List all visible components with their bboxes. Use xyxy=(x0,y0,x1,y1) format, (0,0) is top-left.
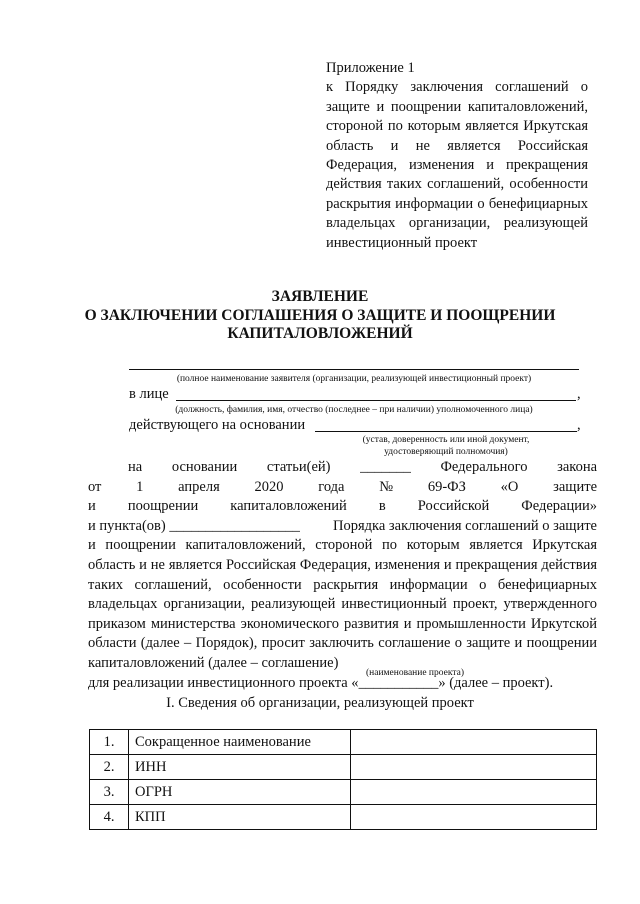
annex-text: к Порядку заключения соглашений о защите и поощрении капиталовложений, стороной по которым является Иркутская область и не является Российская Федерация, изменения и прекращения действия таких соглашений, особенности раскрытия информации о бенефициарных владельцах организации, реализующей инвестиционный проект xyxy=(326,79,588,251)
body-last-line: для реализации инвестиционного проекта «___________» (далее – проект). xyxy=(88,674,554,691)
comma: , xyxy=(577,386,581,402)
applicant-name-field[interactable] xyxy=(129,369,579,370)
acting-basis-hint-2: удостоверяющий полномочия) xyxy=(384,447,508,457)
document-subtitle-line2: КАПИТАЛОВЛОЖЕНИЙ xyxy=(227,325,413,342)
row-label: ОГРН xyxy=(129,780,351,805)
comma: , xyxy=(577,417,581,433)
annex-title: Приложение 1 xyxy=(326,60,415,76)
body-rest: и поощрении капиталовложений, стороной по которым является Иркутская область и не является Российская Федерация, изменения и прекращения действия таких соглашений, особенности раскрытия информации о бенефициарных владельцах организации, реализующей инвестиционный проект, утвержденного приказом министерства экономического развития и промышленности Иркутской области (далее – Порядок), просит заключить соглашение о защите и поощрении капиталовложений (далее – соглашение) xyxy=(88,537,597,671)
annex-block xyxy=(326,59,588,253)
body-line-2: от 1 апреля 2020 года № 69-ФЗ «О защите xyxy=(88,478,598,495)
body-line-3: и поощрении капиталовложений в Российской Федерации» xyxy=(88,498,598,515)
row-value-field[interactable] xyxy=(351,755,597,780)
body-line-1: на основании статьи(ей) _______ Федерального закона xyxy=(88,458,597,478)
row-number: 3. xyxy=(90,780,129,805)
project-name-field[interactable]: ___________ xyxy=(358,674,439,691)
row-value-field[interactable] xyxy=(351,780,597,805)
document-subtitle-line1: О ЗАКЛЮЧЕНИИ СОГЛАШЕНИЯ О ЗАЩИТЕ И ПООЩРЕНИИ xyxy=(84,307,556,324)
row-label: КПП xyxy=(129,805,351,830)
document-title: ЗАЯВЛЕНИЕ xyxy=(271,288,369,305)
applicant-name-hint: (полное наименование заявителя (организации, реализующей инвестиционный проект) xyxy=(176,374,532,384)
table-row xyxy=(90,780,597,805)
row-number: 4. xyxy=(90,805,129,830)
body-line-4: и пункта(ов) __________________ Порядка заключения соглашений о защите xyxy=(88,517,597,537)
acting-basis-hint-1: (устав, доверенность или иной документ, xyxy=(362,435,530,445)
organization-info-table xyxy=(89,729,597,830)
article-number-field[interactable]: _______ xyxy=(360,459,411,475)
represented-by-field[interactable] xyxy=(176,400,576,401)
row-value-field[interactable] xyxy=(351,805,597,830)
row-value-field[interactable] xyxy=(351,730,597,755)
row-number: 1. xyxy=(90,730,129,755)
application-body xyxy=(88,458,597,693)
acting-basis-field[interactable] xyxy=(315,431,577,432)
represented-by-hint: (должность, фамилия, имя, отчество (последнее – при наличии) уполномоченного лица) xyxy=(175,405,533,415)
row-label: ИНН xyxy=(129,755,351,780)
project-name-hint: (наименование проекта) xyxy=(365,668,464,678)
row-number: 2. xyxy=(90,755,129,780)
table-row xyxy=(90,755,597,780)
table-row xyxy=(90,730,597,755)
paragraph-number-field[interactable]: и пункта(ов) __________________ xyxy=(88,517,300,534)
acting-basis-label: действующего на основании xyxy=(129,417,306,433)
section-title: I. Сведения об организации, реализующей проект xyxy=(166,695,474,711)
row-label: Сокращенное наименование xyxy=(129,730,351,755)
table-row xyxy=(90,805,597,830)
represented-by-label: в лице xyxy=(129,386,169,402)
